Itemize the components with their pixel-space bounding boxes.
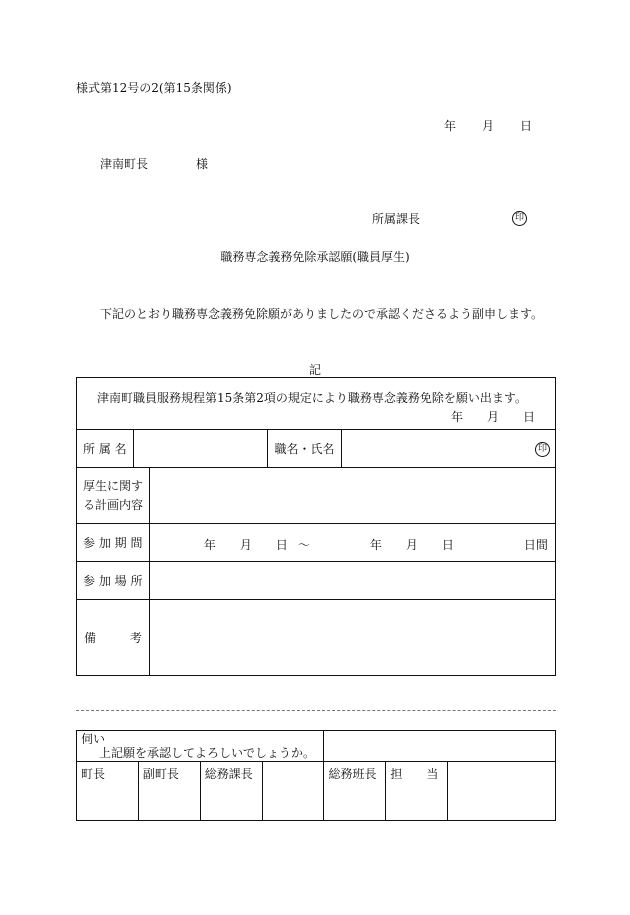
period-year-2: 年 <box>369 538 382 552</box>
header-month: 月 <box>486 410 499 424</box>
day-label: 日 <box>520 119 533 133</box>
position-name-label: 職名・氏名 <box>267 430 342 468</box>
addressee <box>100 155 208 172</box>
header-day: 日 <box>522 410 535 424</box>
period-day-2: 日 <box>441 538 454 552</box>
addressee-suffix: 様 <box>196 157 209 171</box>
approval-col-blank-2[interactable] <box>448 762 556 821</box>
affiliation-field[interactable] <box>133 430 267 468</box>
intro-text: 下記のとおり職務専念義務免除願がありましたので承認くださるよう副申します。 <box>100 307 544 321</box>
period-month-1: 月 <box>239 538 252 552</box>
sender-seal <box>512 209 527 226</box>
plan-label <box>77 468 150 524</box>
period-month-2: 月 <box>405 538 418 552</box>
place-field[interactable] <box>149 562 555 600</box>
ki-label: 記 <box>308 363 321 377</box>
form-number: 様式第12号の2(第15条関係) <box>76 81 232 95</box>
inquiry-label: 伺い <box>81 732 106 746</box>
approval-col-blank-1[interactable] <box>262 762 324 821</box>
inquiry-text: 上記願を承認してよろしいでしょうか。 <box>99 746 316 760</box>
affiliation-label: 所 属 名 <box>77 430 134 468</box>
approval-col-deputy-mayor[interactable]: 副町長 <box>138 762 200 821</box>
header-cell <box>77 378 556 430</box>
addressee-name: 津南町長 <box>100 157 149 171</box>
approval-col-mayor[interactable]: 町長 <box>77 762 139 821</box>
month-label: 月 <box>482 119 495 133</box>
sender-label: 所属課長 <box>372 212 421 226</box>
remarks-char-2: 考 <box>129 631 142 645</box>
period-tilde: ～ <box>297 538 310 552</box>
seal-icon: 印 <box>512 211 527 226</box>
approval-table <box>76 730 556 821</box>
remarks-char-1: 備 <box>84 631 97 645</box>
period-days: 日間 <box>523 538 548 552</box>
approval-col-general-affairs-chief[interactable]: 総務課長 <box>200 762 262 821</box>
period-field[interactable] <box>149 524 555 562</box>
seal-icon: 印 <box>535 442 550 457</box>
remarks-field[interactable] <box>149 600 555 676</box>
document-title: 職務専念義務免除承認願(職員厚生) <box>220 250 410 264</box>
date-line <box>444 117 532 134</box>
place-label: 参 加 場 所 <box>77 562 150 600</box>
inquiry-right-cell <box>324 731 556 762</box>
period-year-1: 年 <box>203 538 216 552</box>
header-text: 津南町職員服務規程第15条第2項の規定により職務専念義務免除を願い出ます。 <box>97 391 527 405</box>
plan-label-line1: 厚生に関す <box>83 478 144 493</box>
approval-col-person-in-charge[interactable]: 担 当 <box>386 762 448 821</box>
header-date <box>97 408 535 425</box>
header-year: 年 <box>450 410 463 424</box>
dashed-divider <box>76 710 556 711</box>
plan-field[interactable] <box>149 468 555 524</box>
inquiry-cell <box>77 731 324 762</box>
approval-col-section-leader[interactable]: 総務班長 <box>324 762 386 821</box>
position-name-field[interactable] <box>342 430 556 468</box>
period-day-1: 日 <box>275 538 288 552</box>
plan-label-line2: る計画内容 <box>83 497 144 512</box>
period-label: 参 加 期 間 <box>77 524 150 562</box>
year-label: 年 <box>444 119 457 133</box>
request-table <box>76 377 556 676</box>
remarks-label <box>77 600 150 676</box>
